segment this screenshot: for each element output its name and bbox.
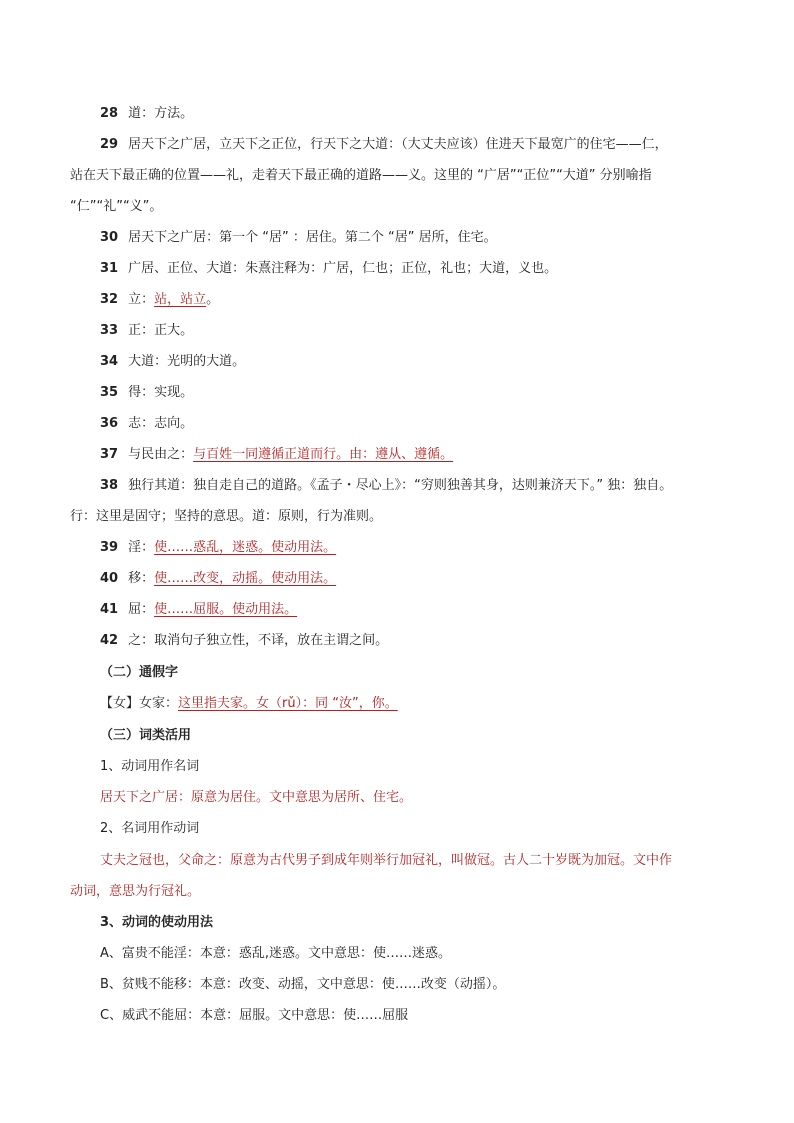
subheading-2-example-continued <box>70 882 200 902</box>
note-number: 31 <box>100 261 119 276</box>
note-number: 30 <box>100 230 119 245</box>
note-36 <box>100 414 193 434</box>
note-text: 居天下之广居：第一个 “居” ：居住。第二个 “居” 居所，住宅。 <box>128 230 497 245</box>
note-39 <box>100 538 336 558</box>
note-number: 41 <box>100 602 119 617</box>
note-number: 40 <box>100 571 119 586</box>
note-text: 行：这里是固守；坚持的意思。道：原则，行为准则。 <box>70 509 383 524</box>
note-label: 移： <box>128 571 155 586</box>
note-32 <box>100 290 219 310</box>
note-number: 35 <box>100 385 119 400</box>
subheading-2-example <box>100 851 672 871</box>
note-text: 正：正大。 <box>128 323 194 338</box>
note-37 <box>100 445 453 465</box>
note-number: 37 <box>100 447 119 462</box>
causative-item-b <box>100 975 505 995</box>
note-number: 39 <box>100 540 119 555</box>
note-30 <box>100 228 497 248</box>
note-label: 与民由之： <box>128 447 194 462</box>
note-38-continued <box>70 507 382 527</box>
subheading-2 <box>100 819 199 839</box>
note-35 <box>100 383 193 403</box>
entry-label: 【女】女家： <box>100 696 179 711</box>
note-number: 34 <box>100 354 119 369</box>
note-answer: 使……屈服。使动用法。 <box>154 602 298 617</box>
note-34 <box>100 352 245 372</box>
note-answer: 与百姓一同遵循正道而行。由：遵从、遵循。 <box>193 447 454 462</box>
note-answer: 站，站立 <box>154 292 207 307</box>
example-text: 丈夫之冠也，父命之：原意为古代男子到成年则举行加冠礼，叫做冠。古人二十岁既为加冠。文中作 <box>100 853 673 868</box>
note-label: 屈： <box>128 602 155 617</box>
tongjiazi-entry <box>100 694 398 714</box>
note-number: 36 <box>100 416 119 431</box>
section-heading-text: （三）词类活用 <box>100 728 192 743</box>
note-text: 独行其道：独自走自己的道路。《孟子・尽心上》：“穷则独善其身，达则兼济天下。” 独：独自。 <box>128 478 673 493</box>
causative-item-c <box>100 1006 408 1026</box>
note-text: 站在天下最正确的位置——礼，走着天下最正确的道路——义。这里的 “广居”“正位”“大道” 分别喻指 <box>70 168 652 183</box>
note-number: 32 <box>100 292 119 307</box>
causative-item-a <box>100 944 451 964</box>
note-answer: 使……惑乱，迷惑。使动用法。 <box>154 540 337 555</box>
note-text: 道：方法。 <box>128 106 194 121</box>
note-41 <box>100 600 297 620</box>
section-heading-cileihuoyong <box>100 726 191 746</box>
note-label: 淫： <box>128 540 155 555</box>
example-text: 动词，意思为行冠礼。 <box>70 884 201 899</box>
note-text: 志：志向。 <box>128 416 194 431</box>
subheading-1-example <box>100 788 412 808</box>
note-number: 33 <box>100 323 119 338</box>
note-29 <box>100 135 668 155</box>
note-28 <box>100 104 193 124</box>
note-number: 42 <box>100 633 119 648</box>
note-29-continued <box>70 166 652 186</box>
note-label: 立： <box>128 292 155 307</box>
note-text: 广居、正位、大道：朱熹注释为：广居，仁也；正位，礼也；大道，义也。 <box>128 261 558 276</box>
note-text: 居天下之广居，立天下之正位，行天下之大道：（大丈夫应该）住进天下最宽广的住宅——仁， <box>128 137 668 152</box>
example-text: 居天下之广居：原意为居住。文中意思为居所、住宅。 <box>100 790 413 805</box>
subheading-3 <box>100 913 213 933</box>
subheading-text: 1、动词用作名词 <box>100 759 200 774</box>
section-heading-tongjiazi <box>100 663 178 683</box>
note-33 <box>100 321 193 341</box>
item-text: C、威武不能屈：本意：屈服。文中意思：使……屈服 <box>100 1008 409 1023</box>
note-text: 得：实现。 <box>128 385 194 400</box>
note-31 <box>100 259 557 279</box>
note-text: 大道：光明的大道。 <box>128 354 246 369</box>
subheading-text: 3、动词的使动用法 <box>100 915 214 930</box>
note-38 <box>100 476 672 496</box>
note-29-continued <box>70 197 162 217</box>
note-text: 之：取消句子独立性，不译，放在主谓之间。 <box>128 633 389 648</box>
item-text: A、富贵不能淫：本意：惑乱,迷惑。文中意思：使……迷惑。 <box>100 946 452 961</box>
note-number: 38 <box>100 478 119 493</box>
section-heading-text: （二）通假字 <box>100 665 179 680</box>
note-tail: 。 <box>206 292 220 307</box>
note-40 <box>100 569 336 589</box>
entry-answer: 这里指夫家。女（rǔ）：同 “汝”，你。 <box>178 696 398 711</box>
note-answer: 使……改变，动摇。使动用法。 <box>154 571 337 586</box>
note-42 <box>100 631 388 651</box>
note-text: “仁”“礼”“义”。 <box>70 199 163 214</box>
note-number: 28 <box>100 106 119 121</box>
subheading-text: 2、名词用作动词 <box>100 821 200 836</box>
note-number: 29 <box>100 137 119 152</box>
subheading-1 <box>100 757 199 777</box>
item-text: B、贫贱不能移：本意：改变、动摇，文中意思：使……改变（动摇）。 <box>100 977 506 992</box>
